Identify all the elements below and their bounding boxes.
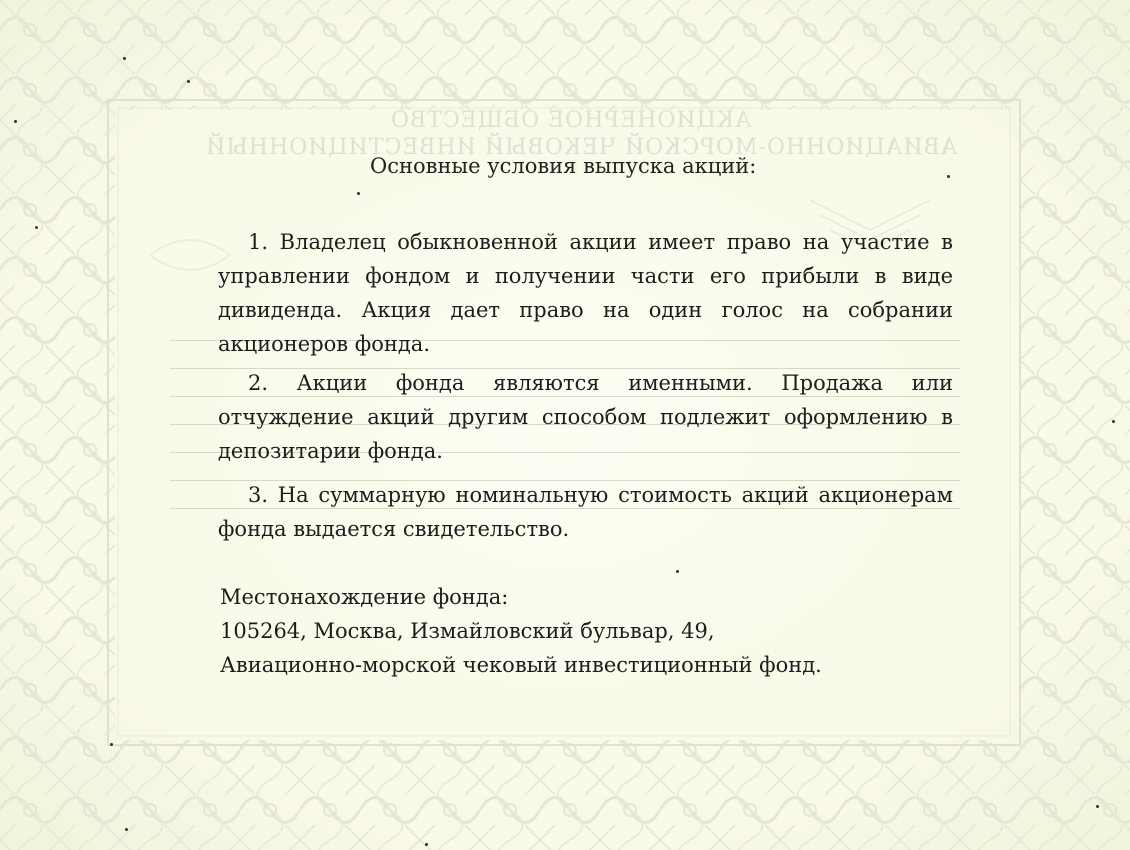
dust-speck <box>123 57 126 60</box>
condition-text: 1. Владелец обыкновенной акции имеет право на участие в управлении фондом и получении части его прибыли в виде дивиденда. Акция дает право на один голос на собрании акционеров фонда. <box>218 230 953 356</box>
dust-speck <box>125 828 128 831</box>
bleedthrough-text: АКЦИОНЕРНОЕ ОБЩЕСТВО <box>390 108 752 133</box>
dust-speck <box>35 226 38 229</box>
condition-text: 2. Акции фонда являются именными. Продажа или отчуждение акций другим способом подлежит оформлению в депозитарии фонда. <box>218 371 953 463</box>
address-line: 105264, Москва, Измайловский бульвар, 49, <box>220 619 715 643</box>
fund-name: Авиационно-морской чековый инвестиционный фонд. <box>220 653 822 677</box>
dust-speck <box>1096 805 1099 808</box>
condition-paragraph-3 <box>218 478 953 546</box>
dust-speck <box>14 120 17 123</box>
condition-text: 3. На суммарную номинальную стоимость акций акционерам фонда выдается свидетельство. <box>218 483 953 541</box>
condition-paragraph-2 <box>218 366 953 468</box>
dust-speck <box>110 743 113 746</box>
location-label: Местонахождение фонда: <box>220 585 509 609</box>
dust-speck <box>187 80 190 83</box>
dust-speck <box>947 175 950 178</box>
dust-speck <box>425 843 428 846</box>
dust-speck <box>357 192 360 195</box>
section-heading: Основные условия выпуска акций: <box>370 154 757 178</box>
dust-speck <box>676 570 679 573</box>
bleedthrough-text: АВИАЦИОННО-МОРСКОЙ ЧЕКОВЫЙ ИНВЕСТИЦИОННЫЙ <box>205 135 958 160</box>
dust-speck <box>1112 420 1115 423</box>
condition-paragraph-1 <box>218 225 953 361</box>
